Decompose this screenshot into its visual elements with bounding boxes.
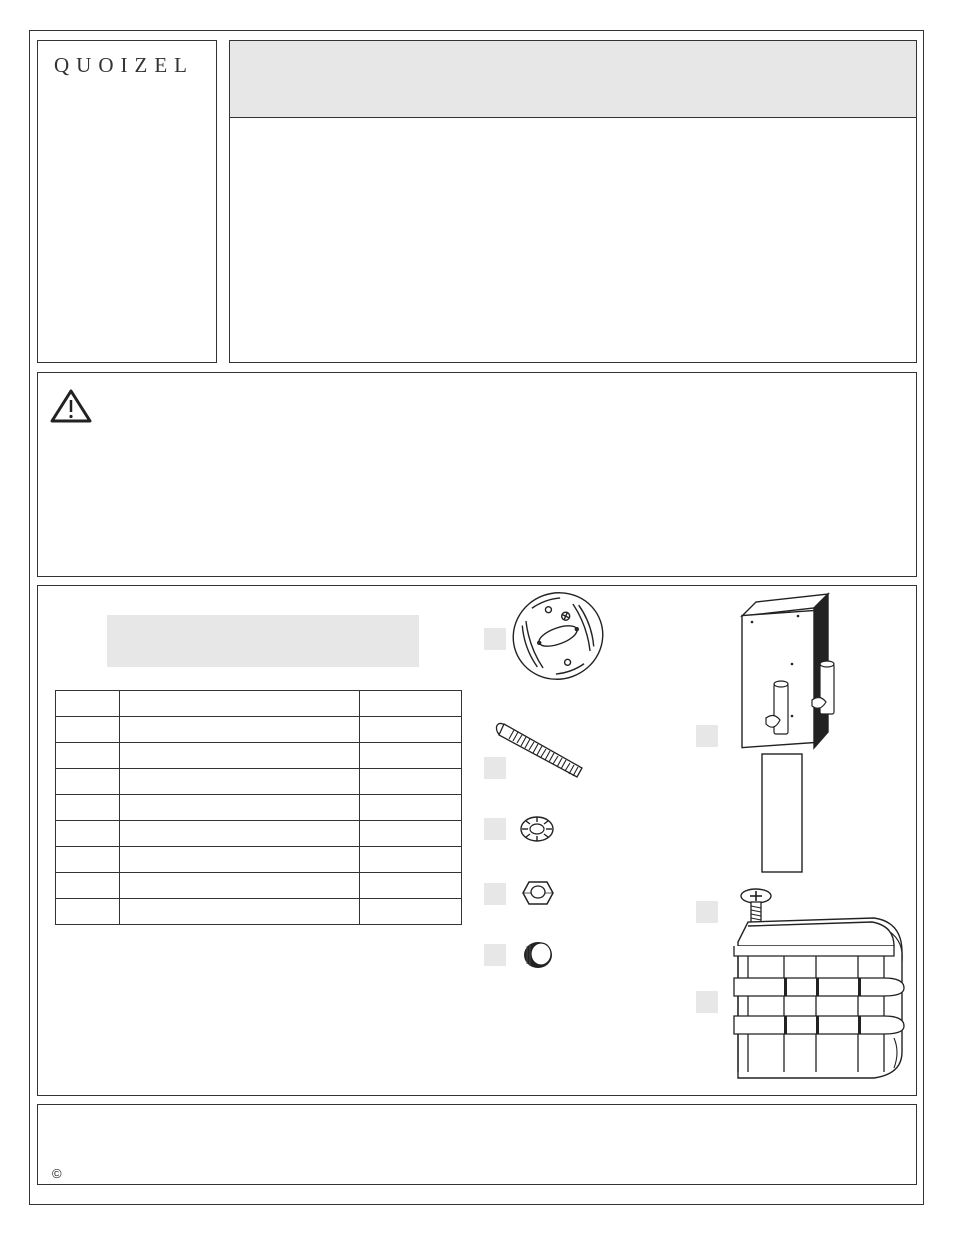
table-row [56,821,462,847]
parts-table [55,690,462,925]
table-cell [360,873,462,899]
table-cell [120,743,360,769]
table-cell [120,873,360,899]
table-cell [360,847,462,873]
table-row [56,873,462,899]
table-row [56,717,462,743]
part-tag-crossbar [484,628,506,650]
table-cell [56,899,120,925]
part-tag-washer [484,818,506,840]
table-cell [360,717,462,743]
table-cell [56,769,120,795]
table-cell [56,743,120,769]
table-cell [120,795,360,821]
copyright-symbol: © [52,1166,62,1181]
table-cell [120,821,360,847]
warning-panel [37,372,917,577]
col-header-key [56,691,120,717]
col-header-description [120,691,360,717]
table-cell [120,899,360,925]
table-row [56,899,462,925]
brand-panel [37,40,217,363]
col-header-quantity [360,691,462,717]
part-tag-shade-screw [696,901,718,923]
footer-panel [37,1104,917,1185]
table-cell [56,873,120,899]
mounting-plate-icon [508,586,608,686]
mounting-screw-icon [494,720,586,784]
part-tag-shade [696,991,718,1013]
title-band [230,41,916,118]
parts-heading-band [107,615,419,667]
table-header-row [56,691,462,717]
table-row [56,795,462,821]
table-row [56,743,462,769]
lock-washer-icon [518,813,556,845]
parts-panel [37,585,917,1096]
part-tag-backplate [696,725,718,747]
table-cell [360,821,462,847]
backplate-icon [736,592,836,878]
table-cell [360,795,462,821]
table-cell [120,717,360,743]
table-row [56,769,462,795]
hex-nut-icon [521,878,555,908]
table-row [56,847,462,873]
table-cell [360,769,462,795]
brand-logo: QUOIZEL [54,53,194,77]
glass-shade-icon [734,912,906,1082]
table-cell [56,821,120,847]
cap-nut-icon [521,940,555,970]
table-cell [56,847,120,873]
table-cell [360,743,462,769]
table-cell [360,899,462,925]
warning-triangle-icon [50,389,92,423]
table-cell [120,847,360,873]
part-tag-nut [484,883,506,905]
table-cell [56,717,120,743]
part-tag-cap [484,944,506,966]
table-cell [120,769,360,795]
table-cell [56,795,120,821]
title-panel [229,40,917,363]
